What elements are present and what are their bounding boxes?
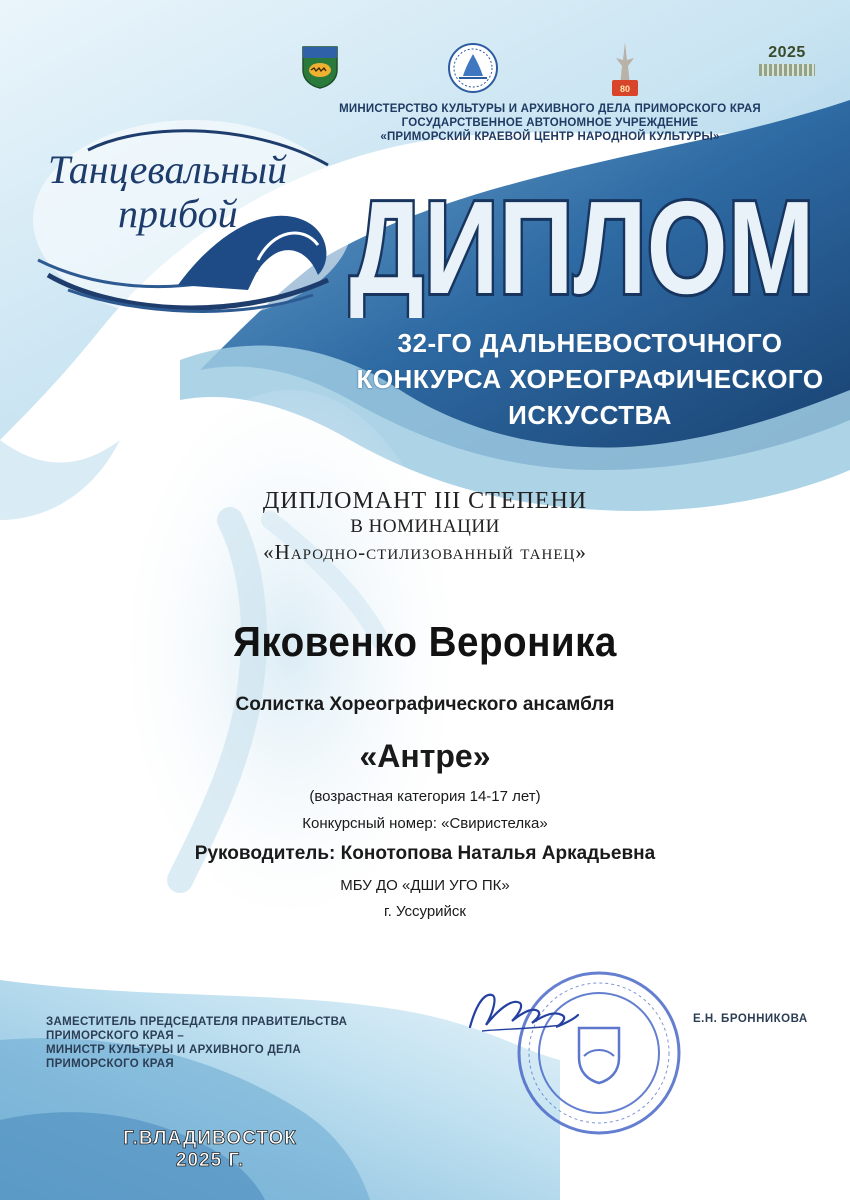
logo-row [0,40,850,100]
age-category: (возрастная категория 14-17 лет) [309,788,541,805]
recipient-role: Солистка Хореографического ансамбля [235,694,615,715]
signatory-position-line-2: ПРИМОРСКОГО КРАЯ – [46,1030,185,1042]
leader: Руководитель: Конотопова Наталья Аркадьевна [194,843,656,864]
nomination-title: «Народно-стилизованный танец» [263,540,587,564]
nomination-label: В НОМИНАЦИИ [350,516,500,537]
institution: МБУ ДО «ДШИ УГО ПК» [340,877,510,894]
signatory-position-line-1: ЗАМЕСТИТЕЛЬ ПРЕДСЕДАТЕЛЯ ПРАВИТЕЛЬСТВА [46,1016,348,1028]
award-degree: ДИПЛОМАНТ III СТЕПЕНИ [262,488,588,514]
festival-logo [28,110,358,330]
ministry-line-3: «ПРИМОРСКИЙ КРАЕВОЙ ЦЕНТР НАРОДНОЙ КУЛЬТУРЫ» [380,131,720,143]
svg-text:80: 80 [619,84,631,94]
ministry-line-2: ГОСУДАРСТВЕННОЕ АВТОНОМНОЕ УЧРЕЖДЕНИЕ [401,117,699,129]
issue-year: 2025 Г. [175,1150,245,1171]
festival-logo-word-1: Танцевальный [48,147,288,192]
culture-center-emblem-icon [447,42,499,94]
year-badge [752,44,822,76]
year-badge-stripes [759,64,815,76]
subtitle-line-1: 32-ГО ДАЛЬНЕВОСТОЧНОГО [397,328,783,358]
ensemble-name: «Антре» [359,738,491,774]
signatory-name: Е.Н. БРОННИКОВА [693,1013,808,1025]
diploma-title-graphic [345,168,820,318]
contest-subtitle [355,325,825,433]
festival-logo-word-2: прибой [118,191,238,236]
recipient-city: г. Уссурийск [384,903,466,920]
recipient-name: Яковенко Вероника [233,618,617,665]
signatory-position [46,1015,376,1071]
ministry-header [320,102,780,144]
subtitle-line-3: ИСКУССТВА [508,400,672,430]
subtitle-line-2: КОНКУРСА ХОРЕОГРАФИЧЕСКОГО [356,364,824,394]
ministry-line-1: МИНИСТЕРСТВО КУЛЬТУРЫ И АРХИВНОГО ДЕЛА ПРИМОРСКОГО КРАЯ [339,103,761,115]
handwritten-signature [462,985,582,1045]
contest-number: Конкурсный номер: «Свиристелка» [302,815,548,832]
diploma-title: ДИПЛОМ [349,174,815,318]
award-block [150,487,700,565]
festival-logo-text [48,148,348,236]
issue-place [110,1128,310,1172]
issue-city: Г.ВЛАДИВОСТОК [123,1128,297,1149]
victory-80-emblem-icon [608,40,642,98]
signatory-position-line-3: МИНИСТР КУЛЬТУРЫ И АРХИВНОГО ДЕЛА [46,1044,301,1056]
year-badge-number: 2025 [768,44,806,61]
signatory-position-line-4: ПРИМОРСКОГО КРАЯ [46,1058,174,1070]
primorye-coat-of-arms-icon [300,44,340,90]
